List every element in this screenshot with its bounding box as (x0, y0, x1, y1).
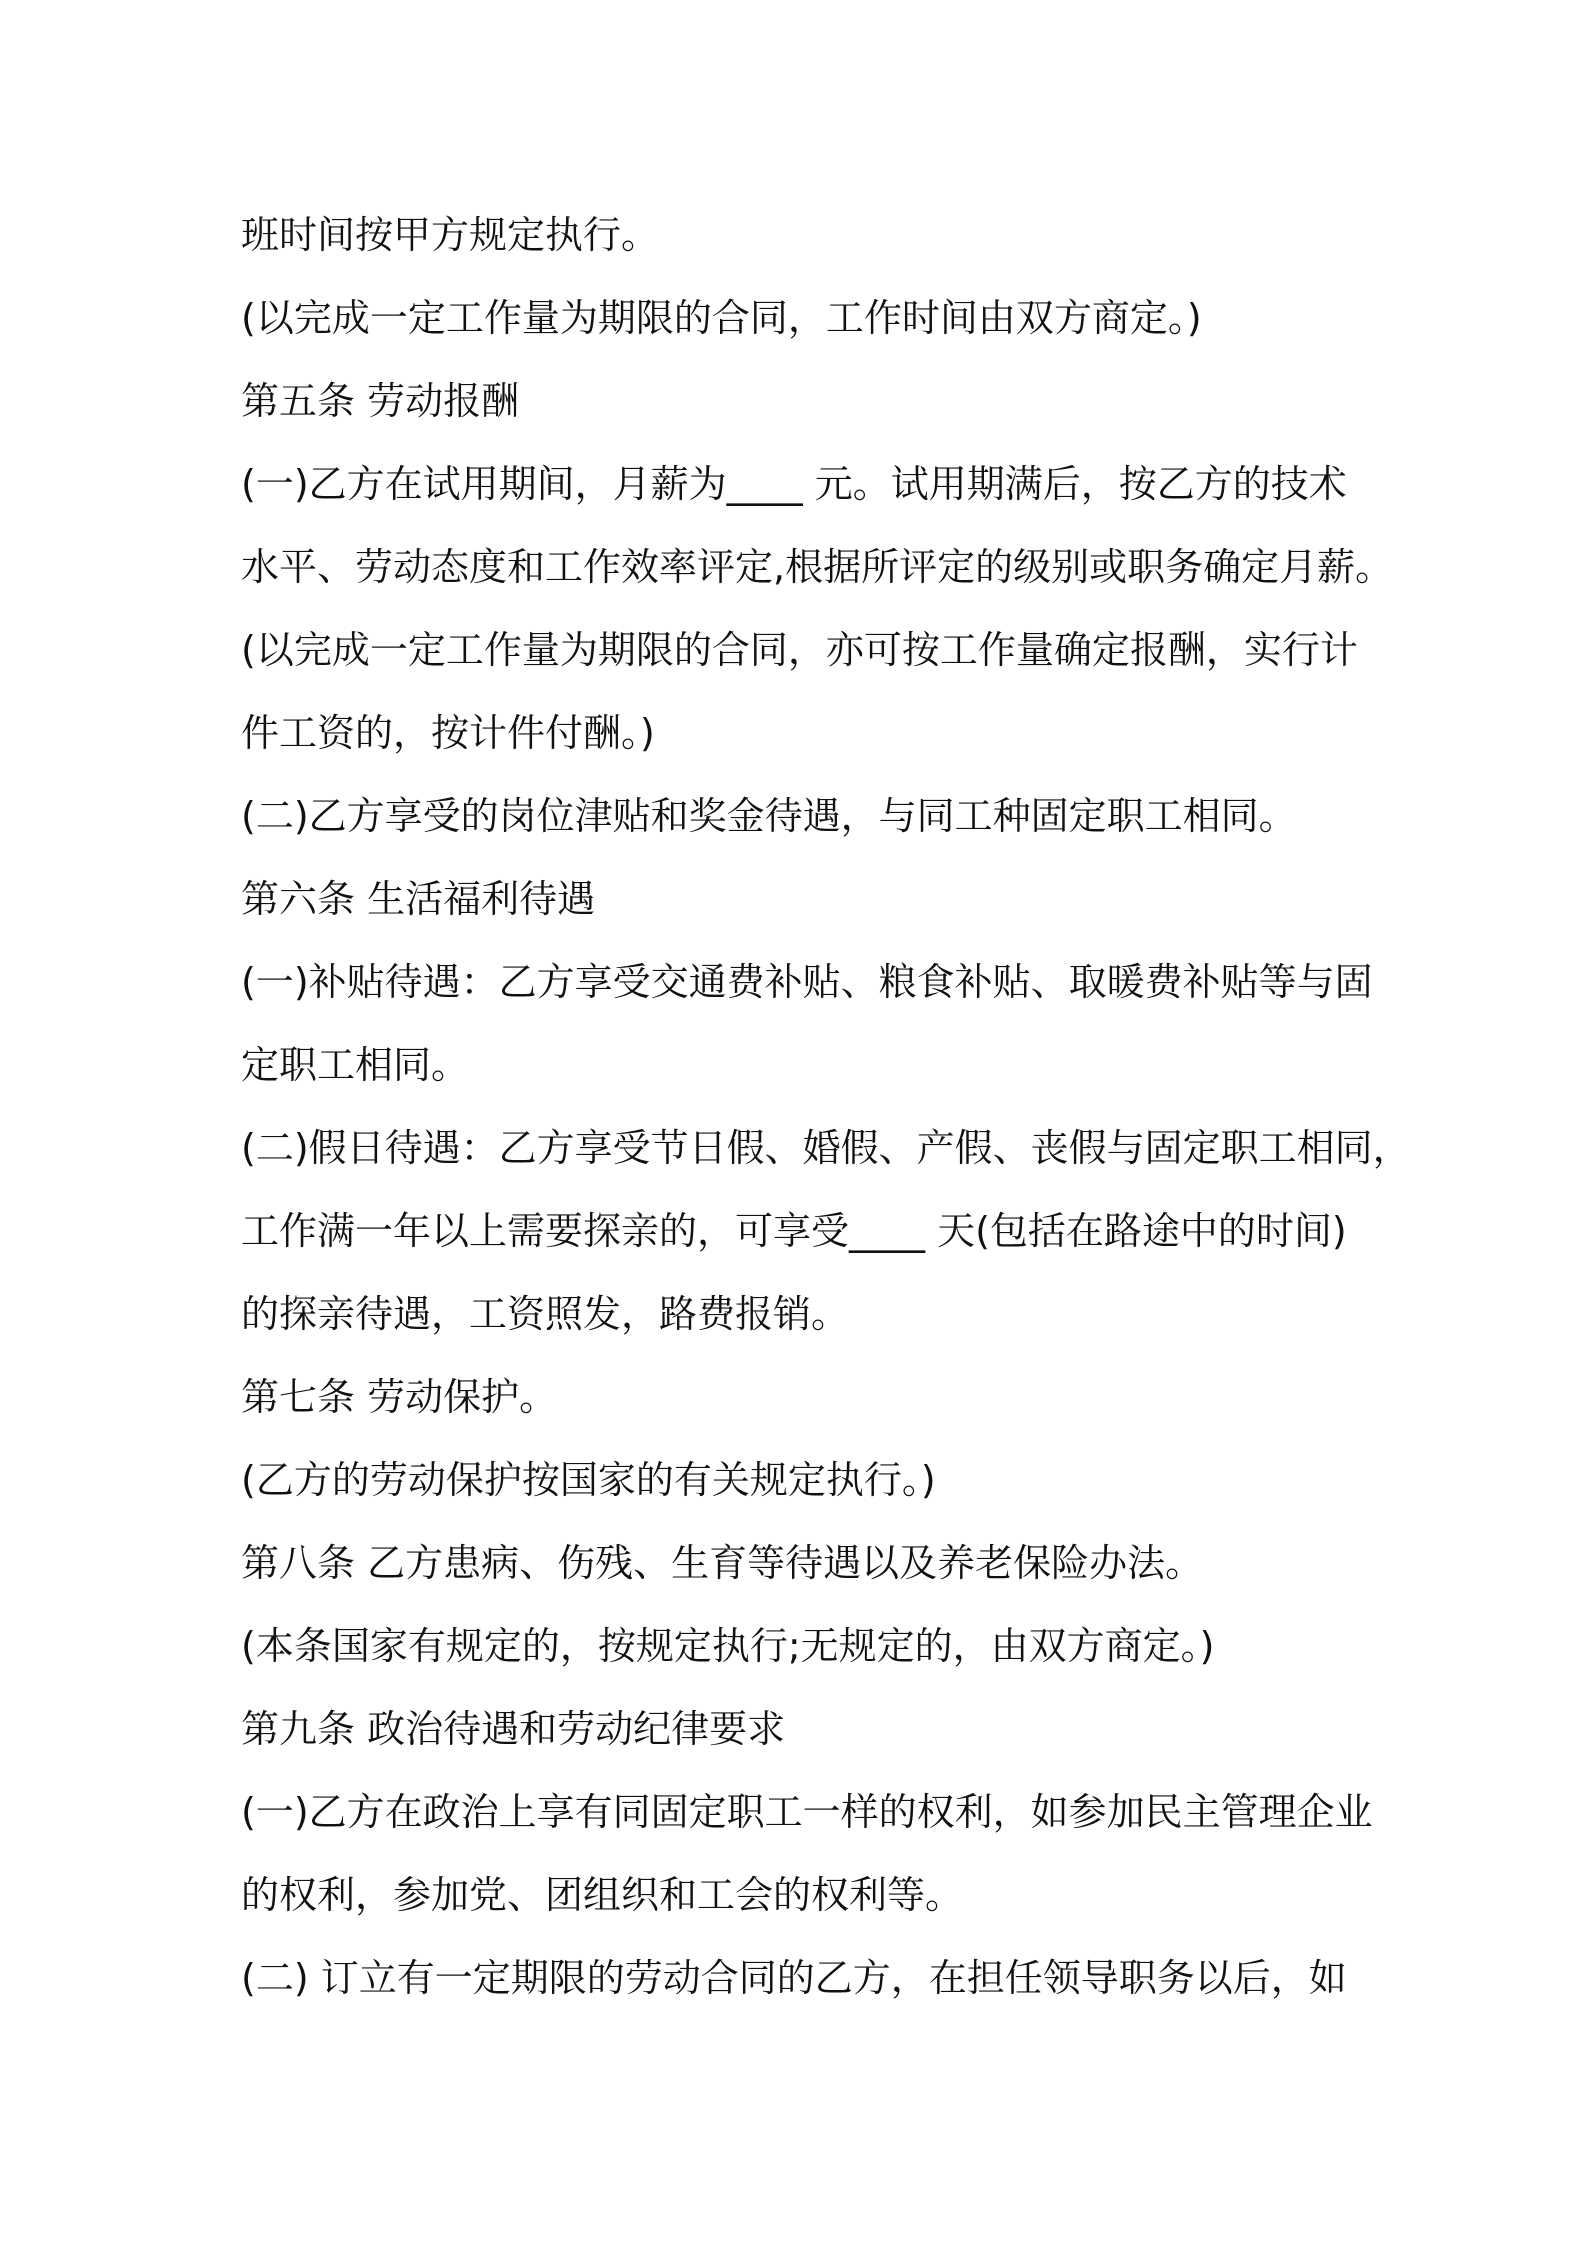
section-heading: 第八条 乙方患病、伤残、生育等待遇以及养老保险办法。 (241, 1541, 1204, 1585)
text-line: 件工资的，按计件付酬。) (241, 711, 655, 755)
text-line: (二) 订立有一定期限的劳动合同的乙方，在担任领导职务以后，如 (241, 1956, 1347, 2000)
section-heading: 第五条 劳动报酬 (241, 379, 520, 423)
text-line: (二)乙方享受的岗位津贴和奖金待遇，与同工种固定职工相同。 (241, 794, 1297, 838)
text-line: 的探亲待遇，工资照发，路费报销。 (241, 1292, 850, 1336)
text-line: (一)补贴待遇：乙方享受交通费补贴、粮食补贴、取暖费补贴等与固 (241, 960, 1373, 1004)
text-line: 水平、劳动态度和工作效率评定,根据所评定的级别或职务确定月薪。 (241, 545, 1394, 589)
text-line: (二)假日待遇：乙方享受节日假、婚假、产假、丧假与固定职工相同， (241, 1126, 1411, 1170)
text-line: 工作满一年以上需要探亲的，可享受____ 天(包括在路途中的时间) (241, 1209, 1347, 1253)
text-line: 班时间按甲方规定执行。 (241, 213, 660, 257)
text-line: (一)乙方在政治上享有同固定职工一样的权利，如参加民主管理企业 (241, 1790, 1373, 1834)
text-line: (以完成一定工作量为期限的合同，工作时间由双方商定。) (241, 296, 1202, 340)
text-line: (一)乙方在试用期间，月薪为____ 元。试用期满后，按乙方的技术 (241, 462, 1347, 506)
text-line: (本条国家有规定的，按规定执行;无规定的，由双方商定。) (241, 1624, 1215, 1668)
section-heading: 第九条 政治待遇和劳动纪律要求 (241, 1707, 786, 1751)
section-heading: 第七条 劳动保护。 (241, 1375, 558, 1419)
section-heading: 第六条 生活福利待遇 (241, 877, 596, 921)
text-line: 的权利，参加党、团组织和工会的权利等。 (241, 1873, 964, 1917)
text-line: (以完成一定工作量为期限的合同，亦可按工作量确定报酬，实行计 (241, 628, 1358, 672)
text-line: (乙方的劳动保护按国家的有关规定执行。) (241, 1458, 936, 1502)
text-line: 定职工相同。 (241, 1043, 470, 1087)
document-body (241, 194, 1411, 2020)
